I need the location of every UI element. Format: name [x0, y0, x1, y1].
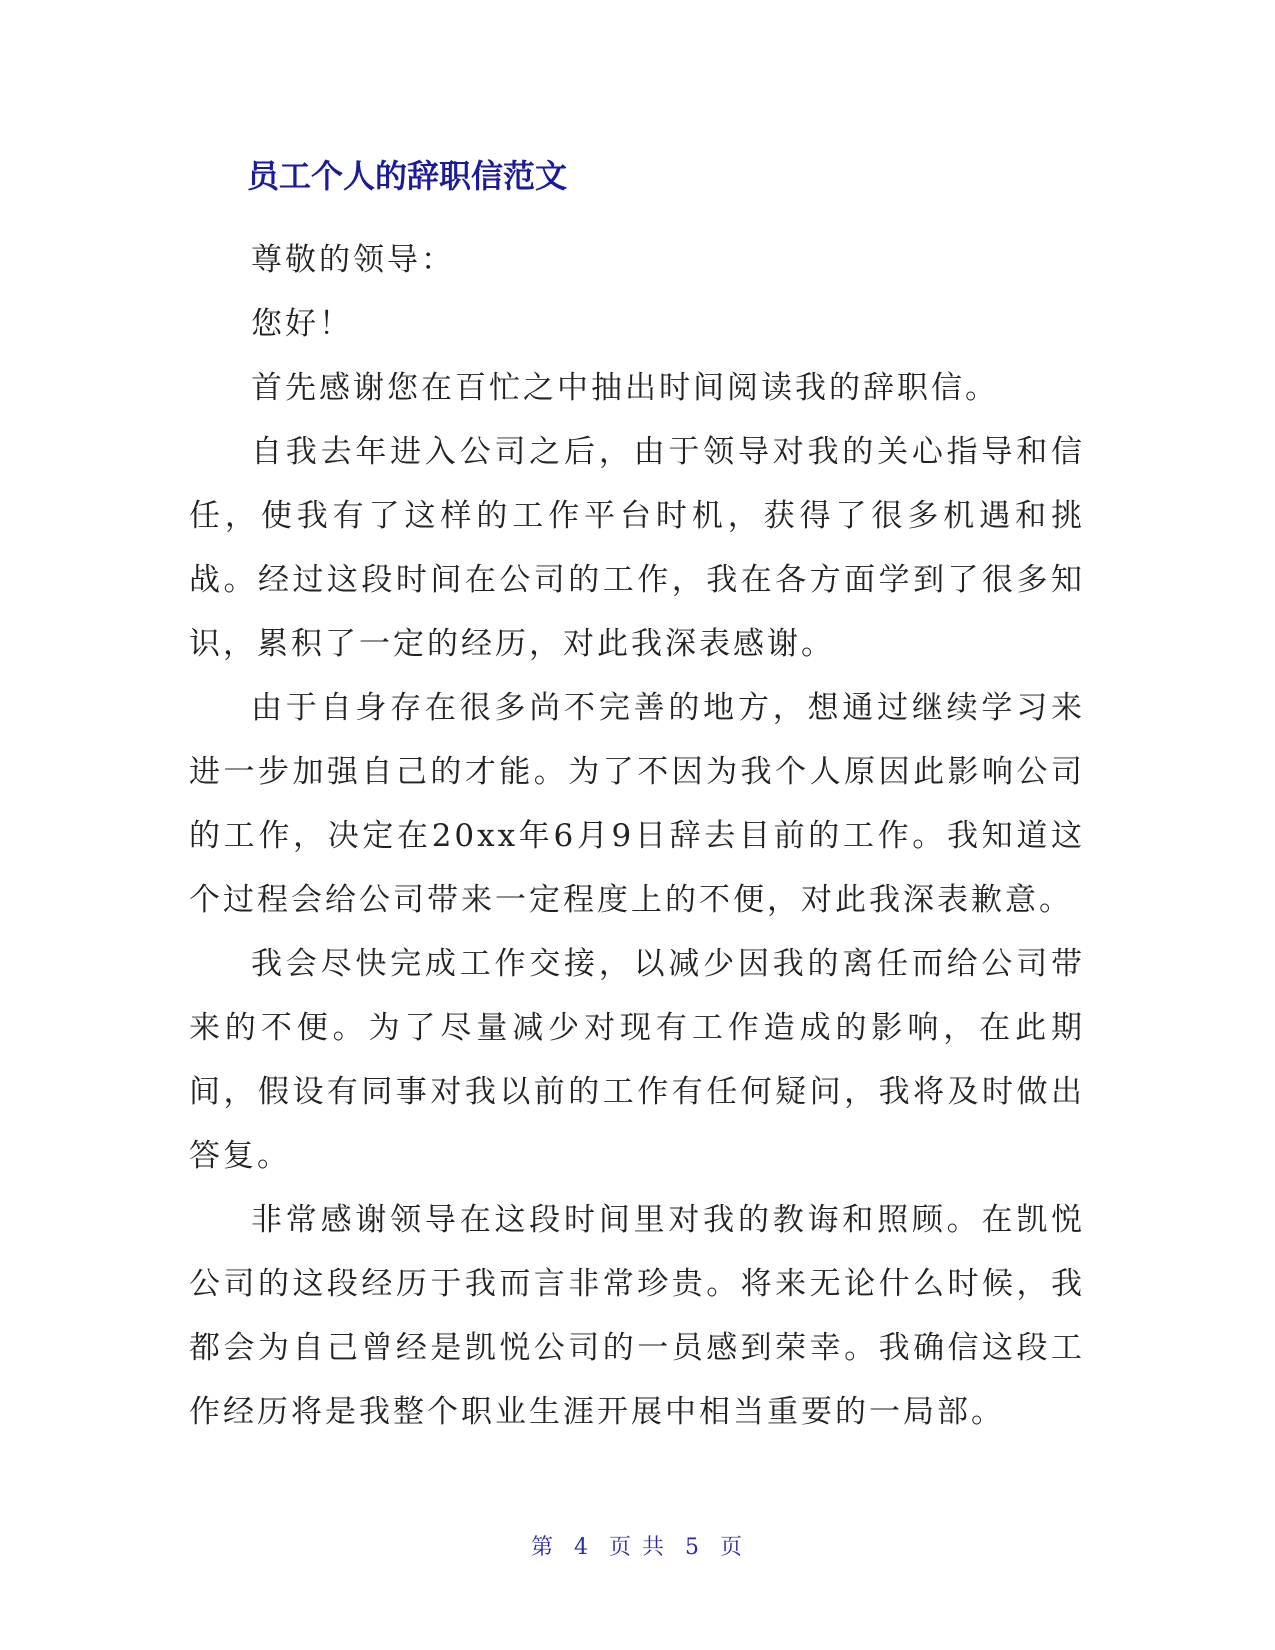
greeting: 您好！: [251, 306, 353, 342]
salutation: 尊敬的领导：: [251, 242, 455, 278]
page-footer: [0, 1533, 1275, 1563]
paragraph: 自我去年进入公司之后，由于领导对我的关心指导和信任，使我有了这样的工作平台时机，获得了很多机遇和挑战。经过这段时间在公司的工作，我在各方面学到了很多知识，累积了一定的经历，对此我深表感谢。: [189, 434, 1085, 662]
paragraph: 非常感谢领导在这段时间里对我的教诲和照顾。在凯悦公司的这段经历于我而言非常珍贵。将来无论什么时候，我都会为自己曾经是凯悦公司的一员感到荣幸。我确信这段工作经历将是我整个职业生涯开展中相当重要的一局部。: [189, 1202, 1085, 1430]
total-pages-number: 5: [685, 1535, 701, 1560]
paragraph: 首先感谢您在百忙之中抽出时间阅读我的辞职信。: [251, 370, 999, 406]
footer-middle: 页 共: [609, 1535, 666, 1560]
footer-prefix: 第: [530, 1535, 555, 1560]
paragraph: 我会尽快完成工作交接，以减少因我的离任而给公司带来的不便。为了尽量减少对现有工作造成的影响，在此期间，假设有同事对我以前的工作有任何疑问，我将及时做出答复。: [189, 946, 1085, 1174]
current-page-number: 4: [574, 1535, 590, 1560]
footer-suffix: 页: [720, 1535, 745, 1560]
letter-body: [189, 228, 1085, 1444]
document-title: 员工个人的辞职信范文: [247, 157, 568, 195]
paragraph: 由于自身存在很多尚不完善的地方，想通过继续学习来进一步加强自己的才能。为了不因为我个人原因此影响公司的工作，决定在20xx年6月9日辞去目前的工作。我知道这个过程会给公司带来一定程度上的不便，对此我深表歉意。: [189, 690, 1085, 918]
